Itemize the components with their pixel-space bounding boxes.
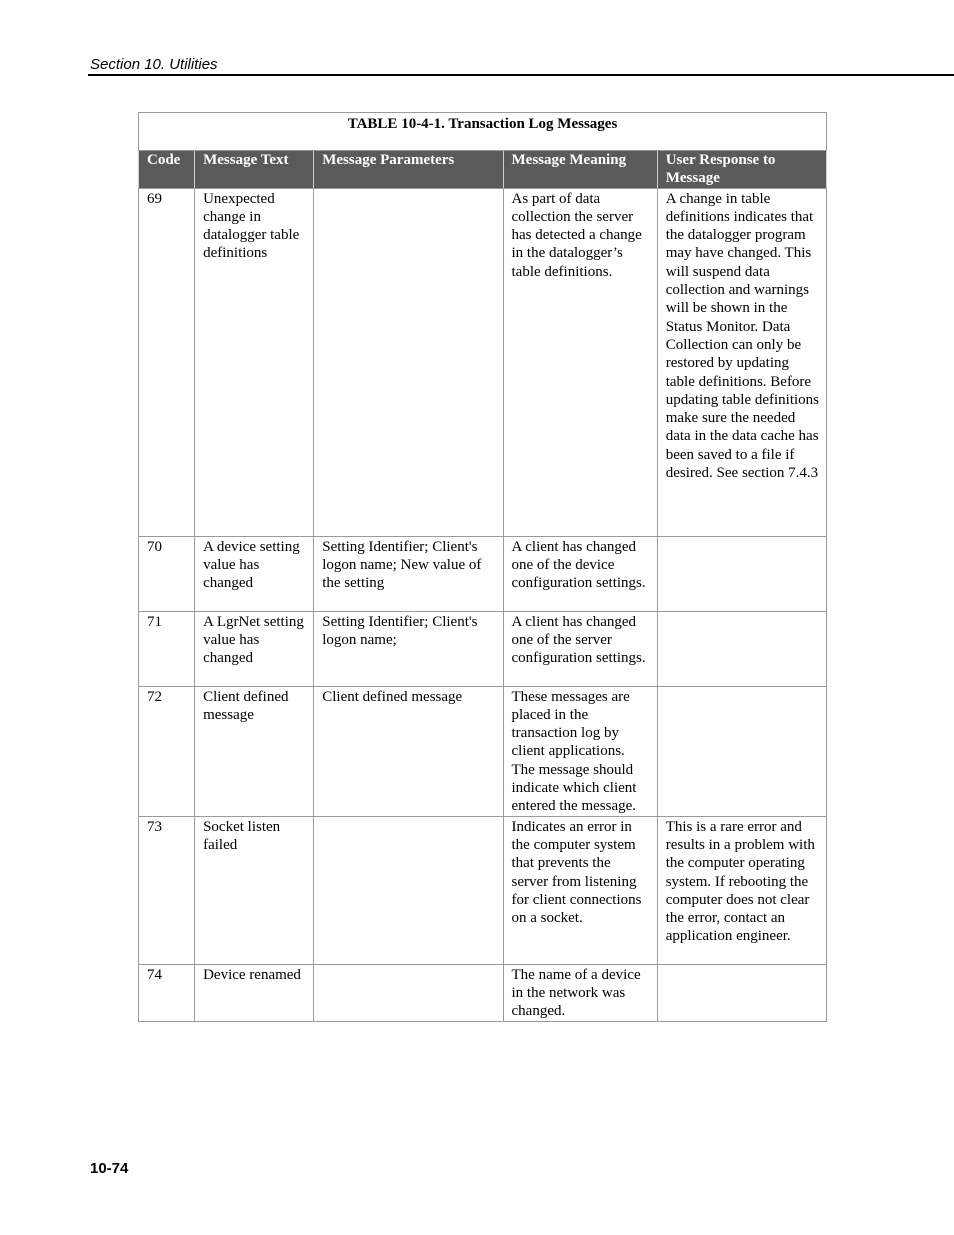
- cell-message-parameters: [314, 188, 503, 536]
- table-row: [139, 611, 827, 686]
- cell-message-meaning: A client has changed one of the device configuration settings.: [503, 536, 657, 611]
- cell-code: 73: [139, 816, 195, 964]
- cell-message-text: Socket listen failed: [195, 816, 314, 964]
- transaction-log-table-container: [138, 112, 827, 1022]
- cell-code: 69: [139, 188, 195, 536]
- table-row: [139, 686, 827, 816]
- cell-message-parameters: Client defined message: [314, 686, 503, 816]
- running-header: Section 10. Utilities: [90, 56, 218, 73]
- column-header-message-parameters: Message Parameters: [314, 151, 503, 189]
- header-rule: [88, 74, 954, 76]
- table-caption: TABLE 10-4-1. Transaction Log Messages: [139, 113, 827, 151]
- cell-user-response: [657, 686, 826, 816]
- cell-user-response: [657, 611, 826, 686]
- transaction-log-table: [138, 112, 827, 1022]
- table-row: [139, 536, 827, 611]
- cell-message-parameters: [314, 816, 503, 964]
- cell-user-response: [657, 536, 826, 611]
- table-header-row: [139, 151, 827, 189]
- cell-message-parameters: Setting Identifier; Client's logon name;: [314, 611, 503, 686]
- cell-message-text: Device renamed: [195, 964, 314, 1021]
- cell-message-text: A LgrNet setting value has changed: [195, 611, 314, 686]
- column-header-message-meaning: Message Meaning: [503, 151, 657, 189]
- cell-message-text: A device setting value has changed: [195, 536, 314, 611]
- cell-code: 74: [139, 964, 195, 1021]
- table-row: [139, 188, 827, 536]
- cell-message-meaning: A client has changed one of the server configuration settings.: [503, 611, 657, 686]
- cell-message-meaning: These messages are placed in the transaction log by client applications. The message should indicate which client entered the message.: [503, 686, 657, 816]
- cell-message-meaning: Indicates an error in the computer system that prevents the server from listening for client connections on a socket.: [503, 816, 657, 964]
- page-number: 10-74: [90, 1160, 129, 1177]
- cell-message-parameters: Setting Identifier; Client's logon name; New value of the setting: [314, 536, 503, 611]
- cell-message-parameters: [314, 964, 503, 1021]
- cell-message-text: Unexpected change in datalogger table definitions: [195, 188, 314, 536]
- cell-code: 70: [139, 536, 195, 611]
- column-header-message-text: Message Text: [195, 151, 314, 189]
- cell-user-response: [657, 964, 826, 1021]
- cell-code: 72: [139, 686, 195, 816]
- column-header-user-response: User Response to Message: [657, 151, 826, 189]
- cell-code: 71: [139, 611, 195, 686]
- cell-message-meaning: As part of data collection the server has detected a change in the datalogger’s table definitions.: [503, 188, 657, 536]
- table-row: [139, 816, 827, 964]
- cell-user-response: This is a rare error and results in a problem with the computer operating system. If rebooting the computer does not clear the error, contact an application engineer.: [657, 816, 826, 964]
- cell-message-meaning: The name of a device in the network was changed.: [503, 964, 657, 1021]
- cell-message-text: Client defined message: [195, 686, 314, 816]
- cell-user-response: A change in table definitions indicates that the datalogger program may have changed. This will suspend data collection and warnings will be shown in the Status Monitor. Data Collection can only be restored by updating table definitions. Before updating table definitions make sure the needed data in the data cache has been saved to a file if desired. See section 7.4.3: [657, 188, 826, 536]
- table-row: [139, 964, 827, 1021]
- column-header-code: Code: [139, 151, 195, 189]
